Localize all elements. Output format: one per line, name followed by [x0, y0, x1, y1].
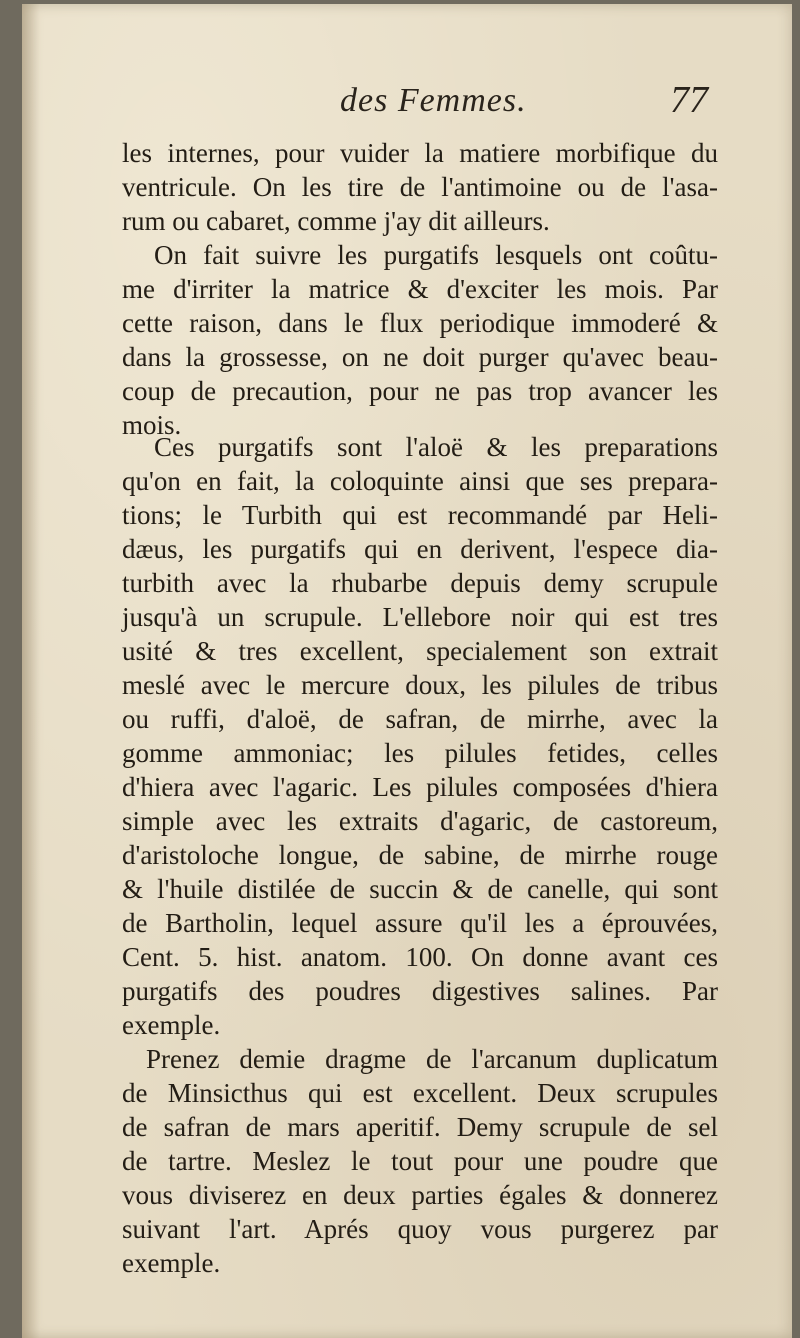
text-line: turbith avec la rhubarbe depuis demy scrupule: [122, 568, 718, 598]
book-page: [22, 4, 792, 1338]
text-line: usité & tres excellent, specialement son extrait: [122, 636, 718, 666]
text-line: meslé avec le mercure doux, les pilules de tribus: [122, 670, 718, 700]
text-line: tions; le Turbith qui est recommandé par Heli-: [122, 500, 718, 530]
text-line: de safran de mars aperitif. Demy scrupule de sel: [122, 1112, 718, 1142]
text-line: cette raison, dans le flux periodique immoderé &: [122, 308, 718, 338]
text-line: Prenez demie dragme de l'arcanum duplicatum: [146, 1044, 718, 1074]
text-line: exemple.: [122, 1248, 221, 1278]
text-line: d'aristoloche longue, de sabine, de mirrhe rouge: [122, 840, 718, 870]
text-line: gomme ammoniac; les pilules fetides, celles: [122, 738, 718, 768]
text-line: les internes, pour vuider la matiere morbifique du: [122, 138, 718, 168]
text-line: de Minsicthus qui est excellent. Deux scrupules: [122, 1078, 718, 1108]
page-gutter-shadow: [22, 4, 40, 1338]
text-line: ventricule. On les tire de l'antimoine ou de l'asa-: [122, 172, 718, 202]
page-number: 77: [670, 79, 708, 121]
text-line: Cent. 5. hist. anatom. 100. On donne avant ces: [122, 942, 718, 972]
text-line: rum ou cabaret, comme j'ay dit ailleurs.: [122, 206, 550, 236]
text-line: vous diviserez en deux parties égales & donnerez: [122, 1180, 718, 1210]
text-line: simple avec les extraits d'agaric, de castoreum,: [122, 806, 718, 836]
text-line: de Bartholin, lequel assure qu'il les a éprouvées,: [122, 908, 718, 938]
text-line: Ces purgatifs sont l'aloë & les preparations: [154, 432, 718, 462]
text-line: exemple.: [122, 1010, 221, 1040]
text-line: dæus, les purgatifs qui en derivent, l'espece dia-: [122, 534, 718, 564]
text-line: qu'on en fait, la coloquinte ainsi que ses prepara-: [122, 466, 718, 496]
text-line: jusqu'à un scrupule. L'ellebore noir qui est tres: [122, 602, 718, 632]
text-line: me d'irriter la matrice & d'exciter les mois. Par: [122, 274, 718, 304]
text-line: dans la grossesse, on ne doit purger qu'avec beau-: [122, 342, 718, 372]
text-line: ou ruffi, d'aloë, de safran, de mirrhe, avec la: [122, 704, 718, 734]
text-line: On fait suivre les purgatifs lesquels ont coûtu-: [154, 240, 718, 270]
text-line: d'hiera avec l'agaric. Les pilules composées d'hiera: [122, 772, 718, 802]
running-head: des Femmes.: [340, 82, 527, 119]
text-line: suivant l'art. Aprés quoy vous purgerez par: [122, 1214, 718, 1244]
text-line: mois.: [122, 410, 182, 440]
text-line: purgatifs des poudres digestives salines. Par: [122, 976, 718, 1006]
text-line: de tartre. Meslez le tout pour une poudre que: [122, 1146, 718, 1176]
text-line: coup de precaution, pour ne pas trop avancer les: [122, 376, 718, 406]
text-line: & l'huile distilée de succin & de canelle, qui sont: [122, 874, 718, 904]
